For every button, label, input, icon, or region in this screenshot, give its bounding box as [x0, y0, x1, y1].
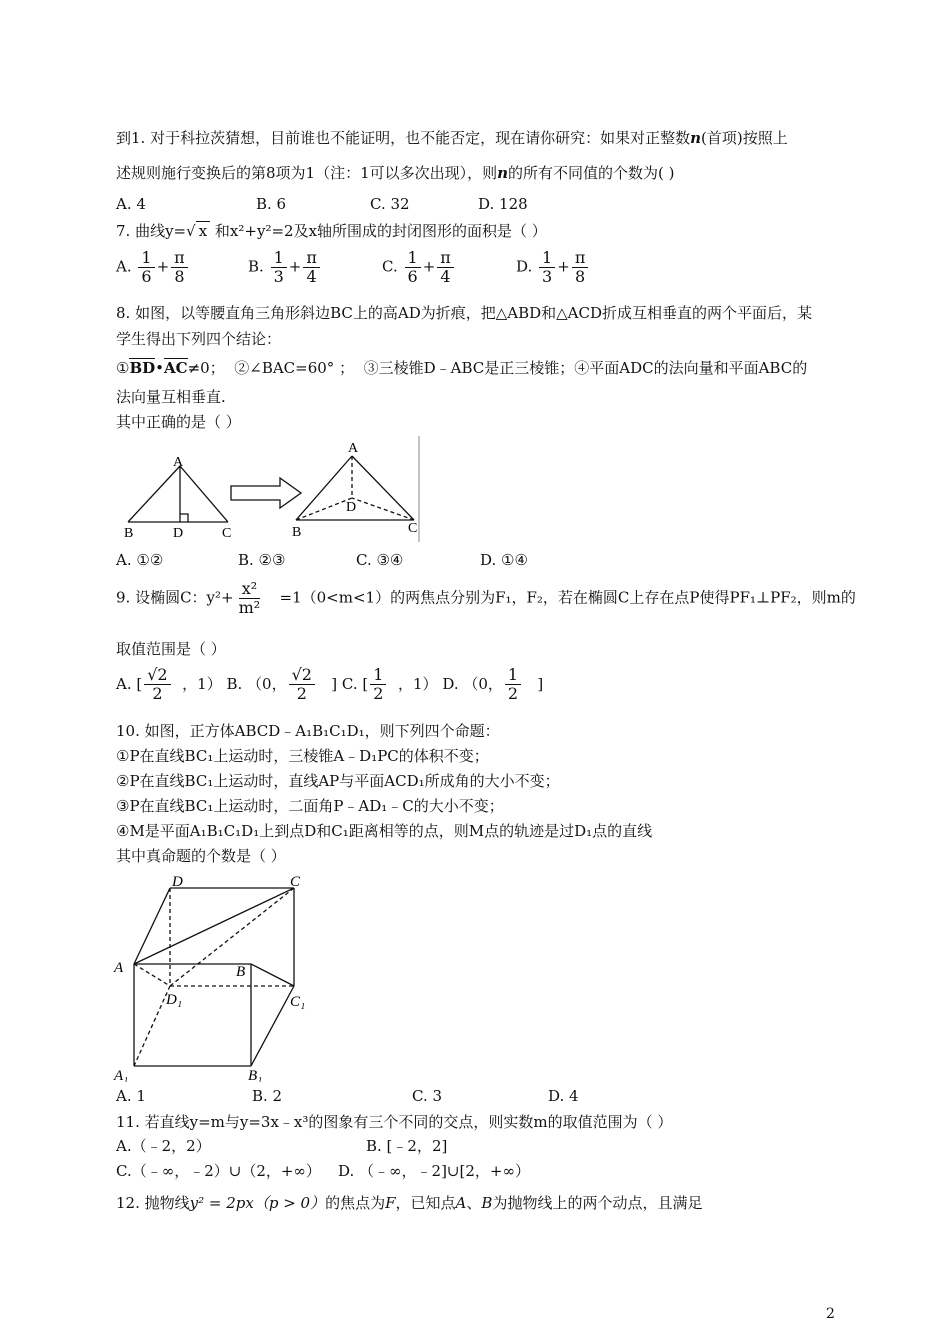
q8-option-c: C. ③④: [356, 551, 404, 569]
q7-option-c: C. $\frac{1}{6}$ + $\frac{\pi}{4}$: [382, 249, 516, 286]
q6-line1: [116, 128, 788, 148]
q7-stem: [116, 221, 547, 241]
q8-option-a: A. ①②: [116, 551, 164, 569]
q7-option-d: D. $\frac{1}{3}$ + $\frac{\pi}{8}$: [516, 249, 590, 286]
q6-option-d: D. 128: [478, 195, 528, 213]
q10-p2: ②P在直线BC₁上运动时，直线AP与平面ACD₁所成角的大小不变；: [116, 772, 560, 790]
q11-options-row1: [116, 1136, 447, 1156]
q9-option-d: D. （0， $\frac{1}{2}$ ]: [442, 665, 544, 703]
q12-stem: 12. 抛物线y² = 2px（p > 0）的焦点为F，已知点A、B为抛物线上的两个动点，且满足: [116, 1194, 703, 1212]
focus-f: F: [385, 1194, 396, 1212]
q7-pre: 7. 曲线y=: [116, 222, 187, 240]
q10-figure: [108, 870, 328, 1082]
fraction: $\frac{1}{6}$: [138, 249, 154, 286]
fraction: $\frac{1}{3}$: [539, 249, 555, 286]
fraction: $\frac{1}{2}$: [505, 666, 521, 703]
vector-bd: BD: [129, 359, 156, 377]
q10-question: 其中真命题的个数是（ ）: [116, 847, 286, 865]
q7-options: [116, 249, 590, 286]
label-d2: D: [346, 500, 357, 515]
q9-option-c: C. [ $\frac{1}{2}$ ，1）: [341, 665, 438, 703]
q9-options: [116, 666, 543, 703]
vector-ac: AC: [164, 359, 188, 377]
q6-line2-text: 述规则施行变换后的第8项为1（注：1可以多次出现），则: [116, 164, 498, 182]
q9-stem: 9. 设椭圆C：y²+ $\frac{\text{x²}}{\text{m²}}$ =1（0<m<1）的两焦点分别为F₁，F₂，若在椭圆C上存在点P使得PF₁⊥PF₂，则m的: [116, 579, 856, 617]
q11-line1: 11. 若直线y=m与y=3x﹣x³的图象有三个不同的交点，则实数m的取值范围为（ ）: [116, 1113, 673, 1131]
q6-options: [116, 194, 528, 214]
right-triangle-diagram: [128, 466, 228, 522]
q10-p1: ①P在直线BC₁上运动时，三棱锥A﹣D₁PC的体积不变；: [116, 747, 489, 765]
label-b: B: [124, 526, 134, 541]
label-a2: A: [348, 441, 359, 456]
q8-question: 其中正确的是（ ）: [116, 413, 241, 431]
q10-p3: ③P在直线BC₁上运动时，二面角P﹣AD₁﹣C的大小不变；: [116, 797, 504, 815]
q8-line2: 学生得出下列四个结论：: [116, 330, 282, 348]
fraction: $\frac{1}{3}$: [271, 249, 287, 286]
q10-line1: 10. 如图，正方体ABCD﹣A₁B₁C₁D₁，则下列四个命题：: [116, 722, 500, 740]
fraction: $\frac{1}{2}$: [370, 666, 386, 703]
fraction: $\frac{\pi}{8}$: [171, 249, 188, 286]
q6-line2-end: 的所有不同值的个数为( ): [508, 164, 675, 182]
q6-option-a: A. 4: [116, 195, 146, 213]
q8-options: [116, 550, 528, 570]
q8-option-d: D. ①④: [480, 551, 528, 569]
label-d: D: [172, 874, 183, 890]
n-symbol-2: n: [497, 164, 509, 182]
fraction: $\frac{\pi}{4}$: [437, 249, 454, 286]
fraction: $\frac{\pi}{4}$: [303, 249, 320, 286]
label-c: C: [290, 874, 301, 890]
label-a: A: [114, 960, 124, 976]
q8-line1: 8. 如图，以等腰直角三角形斜边BC上的高AD为折痕，把△ABD和△ACD折成互相垂直的两个平面后，某: [116, 304, 813, 322]
page-number: 2: [826, 1306, 835, 1322]
q11-option-c: C.（﹣∞，﹣2）∪（2，+∞）: [116, 1162, 321, 1180]
arrow-icon: [231, 478, 301, 508]
q9-line2: 取值范围是（ ）: [116, 640, 226, 658]
label-a1: A₁: [114, 1068, 129, 1082]
n-symbol: n: [690, 129, 701, 147]
label-d: D: [173, 526, 184, 541]
cube-diagram: [134, 888, 294, 1066]
q8-conclusions: ①BD•AC≠0； ②∠BAC=60° ； ③三棱锥D﹣ABC是正三棱锥；④平面ADC的法向量和平面ABC的: [116, 359, 808, 377]
label-c: C: [222, 526, 232, 541]
q6-line1-end: (首项)按照上: [701, 129, 788, 147]
q10-option-b: B. 2: [252, 1087, 283, 1105]
q7-option-b: B. $\frac{1}{3}$ + $\frac{\pi}{4}$: [248, 249, 382, 286]
q9-option-b: B. （0， $\frac{√2}{2}$ ]: [226, 665, 338, 703]
label-c1: C₁: [290, 994, 306, 1010]
q8-figure: [116, 436, 426, 544]
q11-option-b: B. [﹣2，2]: [366, 1137, 448, 1155]
fraction-x2-m2: $\frac{\text{x²}}{\text{m²}}$: [238, 579, 261, 617]
q8-option-b: B. ②③: [238, 551, 286, 569]
fraction: $\frac{√2}{2}$: [289, 666, 315, 703]
fraction: $\frac{1}{6}$: [405, 249, 421, 286]
q10-option-c: C. 3: [412, 1087, 443, 1105]
parabola-condition: （p > 0）: [253, 1194, 326, 1212]
q10-option-d: D. 4: [548, 1087, 579, 1105]
q7-option-a: A. $\frac{1}{6}$ + $\frac{\pi}{8}$: [116, 249, 248, 286]
sqrt-sign: √: [186, 222, 196, 240]
q10-p4: ④M是平面A₁B₁C₁D₁上到点D和C₁距离相等的点，则M点的轨迹是过D₁点的直线: [116, 822, 653, 840]
parabola-equation: y² = 2px: [189, 1194, 254, 1212]
point-a: A: [455, 1194, 467, 1212]
q10-options: [116, 1086, 579, 1106]
q7-post: 和x²+y²=2及x轴所围成的封闭图形的面积是（ ）: [210, 222, 547, 240]
q11-option-a: A.（﹣2，2）: [116, 1137, 211, 1155]
label-c2: C: [408, 521, 418, 536]
q8-line4: 法向量互相垂直.: [116, 388, 226, 406]
q9-option-a: A. [ $\frac{√2}{2}$ ，1）: [116, 665, 222, 703]
q11-option-d: D. （﹣∞，﹣2]∪[2，+∞）: [338, 1162, 530, 1180]
point-b: B: [481, 1194, 493, 1212]
label-d1: D₁: [166, 992, 183, 1008]
label-b1: B₁: [248, 1068, 263, 1082]
fraction: $\frac{√2}{2}$: [144, 666, 170, 703]
q7-radicand: x: [196, 221, 210, 240]
label-b2: B: [292, 525, 302, 540]
q11-options-row2: [116, 1161, 530, 1181]
q6-option-b: B. 6: [256, 195, 287, 213]
q6-line1-text: 到1. 对于科拉茨猜想，目前谁也不能证明，也不能否定，现在请你研究：如果对正整数: [116, 129, 691, 147]
q6-option-c: C. 32: [370, 195, 410, 213]
label-b: B: [236, 964, 246, 980]
q6-line2: [116, 163, 675, 183]
q10-option-a: A. 1: [116, 1087, 146, 1105]
label-a: A: [173, 455, 184, 470]
fraction: $\frac{\pi}{8}$: [572, 249, 589, 286]
